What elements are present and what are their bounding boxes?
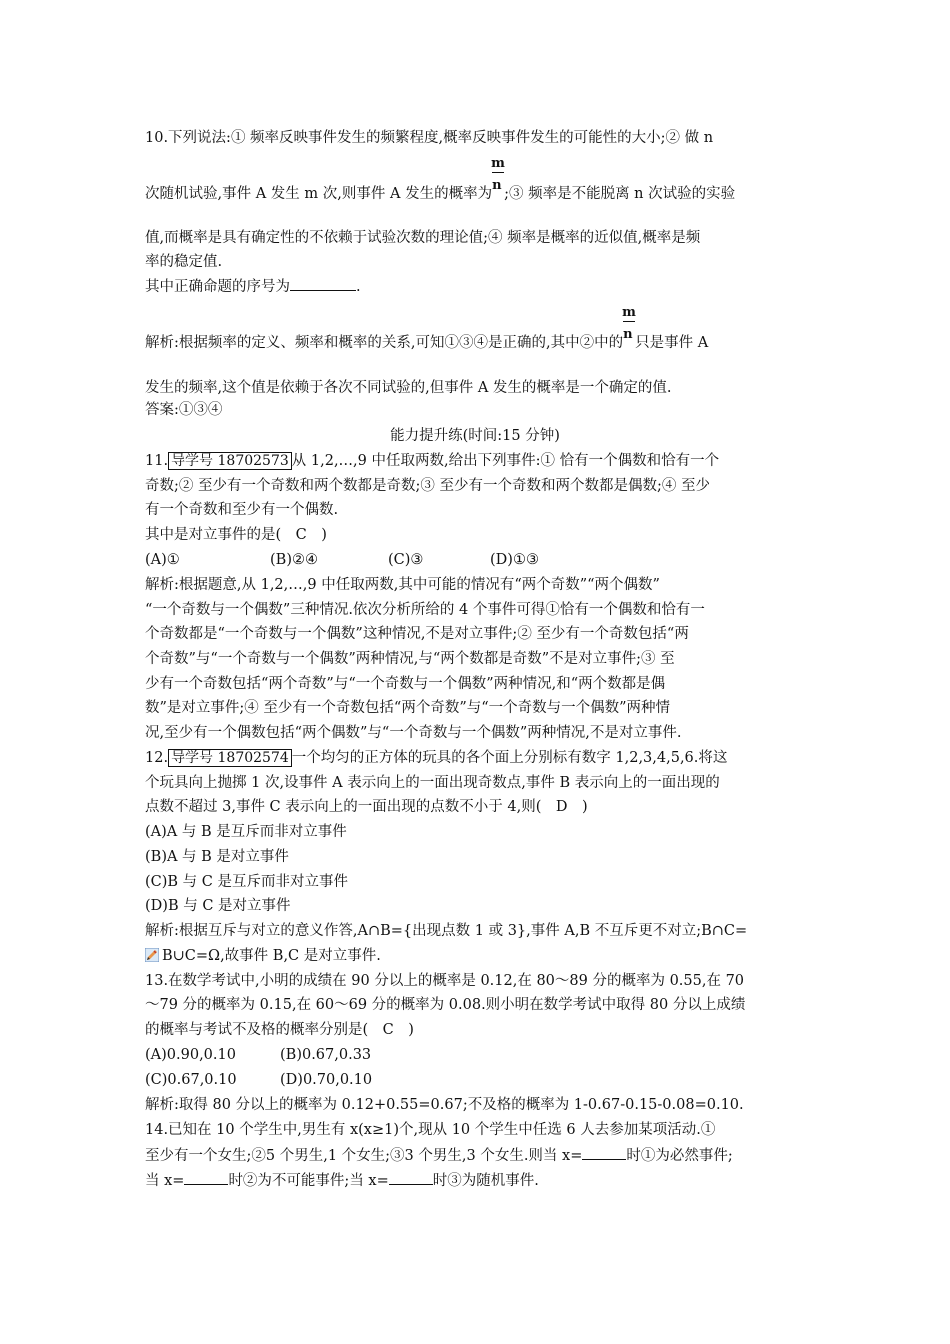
q11-analysis-line7: 况,至少有一个偶数包括“两个偶数”与“一个奇数与一个偶数”两种情况,不是对立事件. [145,725,682,741]
q10-line5-b: . [356,279,361,295]
q12-option-c: (C)B 与 C 是互斥而非对立事件 [145,874,348,890]
q10-line5 [145,276,810,297]
q12-line1-text: 一个均匀的正方体的玩具的各个面上分别标有数字 1,2,3,4,5,6.将这 [291,750,728,766]
q14-line2-a: 至少有一个女生;②5 个男生,1 个女生;③3 个男生,3 个女生.则当 x= [145,1148,583,1164]
q11-option-c: (C)③ [388,552,424,568]
q10-analysis-a: 解析:根据频率的定义、频率和概率的关系,可知①③④是正确的,其中②中的 [145,335,624,351]
q11-tag: 导学号 18702573 [168,452,292,470]
q10-line2-b: ;③ 频率是不能脱离 n 次试验的实验 [504,186,736,202]
q14-line3-a: 当 x= [145,1173,185,1189]
q11-analysis-line6: 数”是对立事件;④ 至少有一个奇数包括“两个奇数”与“一个奇数与一个偶数”两种情 [145,700,671,716]
q11-line4: 其中是对立事件的是( C ) [145,527,327,543]
fraction-m-over-n-2 [622,305,636,347]
q13-analysis: 解析:取得 80 分以上的概率为 0.12+0.55=0.67;不及格的概率为 1-0.67-0.15-0.08=0.10. [145,1097,744,1113]
q11-options [145,550,810,570]
q13-line3: 的概率与考试不及格的概率分别是( C ) [145,1022,414,1038]
q12-line1 [145,748,810,768]
q11-analysis-line5: 少有一个奇数包括“两个奇数”与“一个奇数与一个偶数”两种情况,和“两个数都是偶 [145,676,666,692]
section-title: 能力提升练(时间:15 分钟) [390,428,560,444]
q13-line2: ～79 分的概率为 0.15,在 60～69 分的概率为 0.08.则小明在数学考试中取得 80 分以上成绩 [145,997,746,1013]
q13-option-c: (C)0.67,0.10 [145,1072,237,1088]
q12-analysis-line1: 解析:根据互斥与对立的意义作答,A∩B={出现点数 1 或 3},事件 A,B 不互斥更不对立;B∩C= [145,923,748,939]
q12-analysis-line2-text: B∪C=Ω,故事件 B,C 是对立事件. [162,948,381,964]
fraction-bar [492,172,504,173]
q10-line3: 值,而概率是具有确定性的不依赖于试验次数的理论值;④ 频率是概率的近似值,概率是频 [145,230,701,246]
q10-line2-a: 次随机试验,事件 A 发生 m 次,则事件 A 发生的概率为 [145,186,493,202]
fraction-numerator: m [622,305,636,320]
fraction-denominator: n [492,178,502,193]
q13-line1: 13.在数学考试中,小明的成绩在 90 分以上的概率是 0.12,在 80～89 分的概率为 0.55,在 70 [145,973,745,989]
q10-answer: 答案:①③④ [145,402,223,418]
q13-options-row1 [145,1045,810,1065]
q13-option-d: (D)0.70,0.10 [280,1072,373,1088]
q11-line2: 奇数;② 至少有一个奇数和两个数都是奇数;③ 至少有一个奇数和两个数都是偶数;④ 至少 [145,478,710,494]
answer-blank-2 [184,1170,228,1185]
q10-analysis [145,305,810,353]
q10-line5-a: 其中正确命题的序号为 [145,279,290,295]
q11-line1-text: 从 1,2,…,9 中任取两数,给出下列事件:① 恰有一个偶数和恰有一个 [291,453,720,469]
q11-option-b: (B)②④ [270,552,318,568]
q12-line2: 个玩具向上抛掷 1 次,设事件 A 表示向上的一面出现奇数点,事件 B 表示向上的一面出现的 [145,775,720,791]
q11-line3: 有一个奇数和至少有一个偶数. [145,502,339,518]
fraction-bar [623,321,635,322]
q14-line3-b: 时②为不可能事件;当 x= [228,1173,389,1189]
q11-option-a: (A)① [145,552,180,568]
answer-blank [290,276,356,291]
q10-analysis-line2: 发生的频率,这个值是依赖于各次不同试验的,但事件 A 发生的概率是一个确定的值. [145,380,672,396]
q11-option-d: (D)①③ [490,552,539,568]
answer-blank-1 [582,1145,626,1160]
q12-option-d: (D)B 与 C 是对立事件 [145,898,291,914]
q12-option-b: (B)A 与 B 是对立事件 [145,849,289,865]
q11-number: 11. [145,453,169,469]
q12-number: 12. [145,750,169,766]
q12-tag: 导学号 18702574 [168,749,292,767]
q14-line3-c: 时③为随机事件. [432,1173,539,1189]
q13-option-b: (B)0.67,0.33 [280,1047,372,1063]
q14-line3 [145,1170,810,1191]
q12-analysis-line2 [145,946,810,966]
q10-line4: 率的稳定值. [145,254,223,270]
fraction-numerator: m [491,156,505,171]
pencil-icon [145,948,159,962]
fraction-m-over-n [491,156,505,198]
q12-option-a: (A)A 与 B 是互斥而非对立事件 [145,824,347,840]
q14-line2-b: 时①为必然事件; [626,1148,733,1164]
q14-line1: 14.已知在 10 个学生中,男生有 x(x≥1)个,现从 10 个学生中任选 6 人去参加某项活动.① [145,1122,716,1138]
q11-line1 [145,451,810,471]
q11-analysis-line3: 个奇数都是“一个奇数与一个偶数”这种情况,不是对立事件;② 至少有一个奇数包括“两 [145,626,689,642]
q10-line2 [145,156,810,204]
q14-line2 [145,1145,810,1166]
q11-analysis-line1: 解析:根据题意,从 1,2,…,9 中任取两数,其中可能的情况有“两个奇数”“两个偶数” [145,577,660,593]
q10-analysis-b: 只是事件 A [635,335,709,351]
q12-line3: 点数不超过 3,事件 C 表示向上的一面出现的点数不小于 4,则( D ) [145,799,588,815]
q11-analysis-line2: “一个奇数与一个偶数”三种情况.依次分析所给的 4 个事件可得①恰有一个偶数和恰有一 [145,602,705,618]
q10-line1: 10.下列说法:① 频率反映事件发生的频繁程度,概率反映事件发生的可能性的大小;② 做 n [145,130,714,146]
answer-blank-3 [389,1170,433,1185]
q13-option-a: (A)0.90,0.10 [145,1047,236,1063]
fraction-denominator: n [623,327,633,342]
q11-analysis-line4: 个奇数”与“一个奇数与一个偶数”两种情况,与“两个数都是奇数”不是对立事件;③ 至 [145,651,675,667]
q13-options-row2 [145,1070,810,1090]
